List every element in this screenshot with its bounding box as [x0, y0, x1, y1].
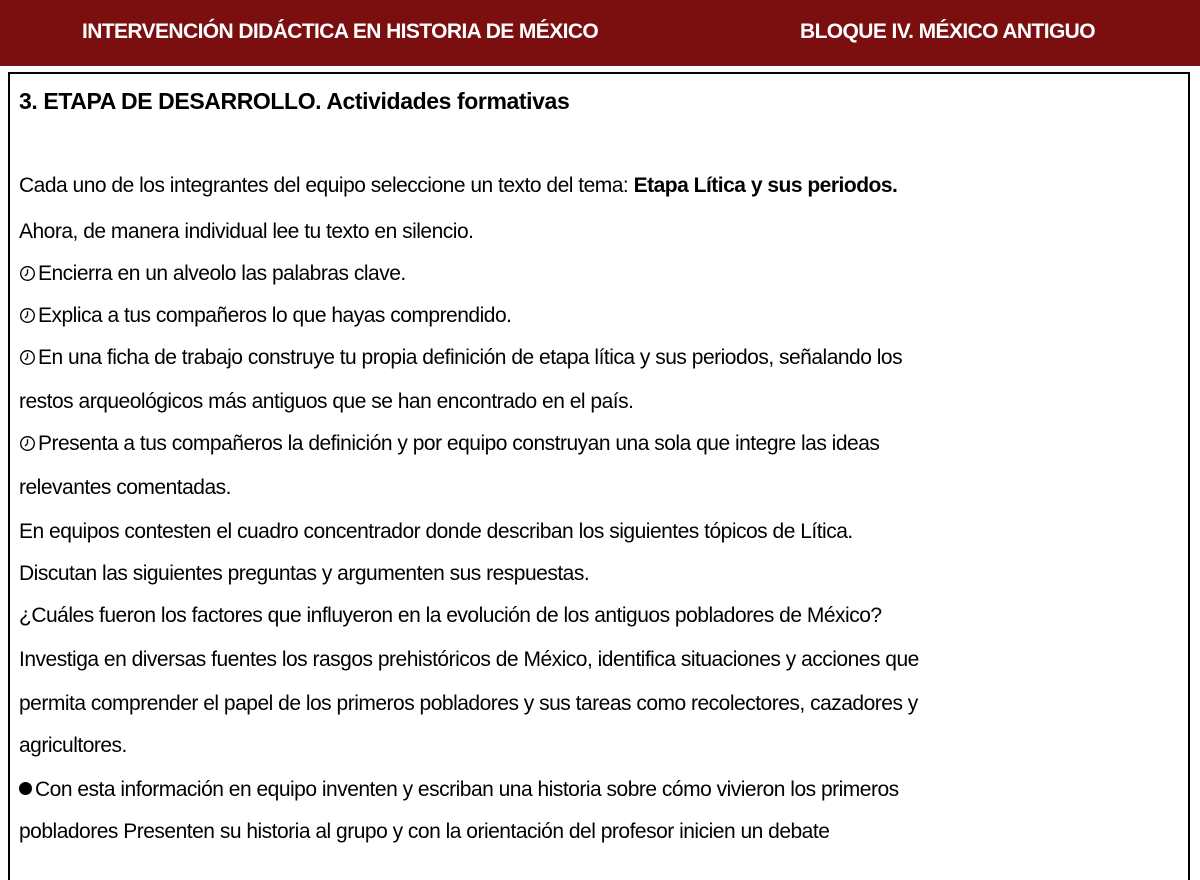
- step-4-line-2: relevantes comentadas.: [19, 476, 231, 499]
- research-line-1: Investiga en diversas fuentes los rasgos prehistóricos de México, identifica situaciones y acciones que: [19, 648, 919, 671]
- header-band: [0, 0, 1200, 66]
- header-right-title: BLOQUE IV. MÉXICO ANTIGUO: [800, 20, 1095, 43]
- final-text-1: Con esta información en equipo inventen y escriban una historia sobre cómo vivieron los primeros: [35, 778, 899, 801]
- header-left-title: INTERVENCIÓN DIDÁCTICA EN HISTORIA DE MÉXICO: [82, 20, 599, 43]
- clock-icon: [19, 349, 36, 366]
- clock-icon: [19, 265, 36, 282]
- intro-line: [19, 174, 897, 198]
- step-3-line-2: restos arqueológicos más antiguos que se han encontrado en el país.: [19, 390, 634, 413]
- individual-line: Ahora, de manera individual lee tu texto en silencio.: [19, 220, 474, 243]
- clock-icon: [19, 307, 36, 324]
- step-1-text: Encierra en un alveolo las palabras clave.: [38, 262, 406, 285]
- step-3-text-1: En una ficha de trabajo construye tu propia definición de etapa lítica y sus periodos, señalando los: [38, 346, 903, 369]
- section-title: 3. ETAPA DE DESARROLLO. Actividades formativas: [19, 88, 570, 114]
- discuss-line: Discutan las siguientes preguntas y argumenten sus respuestas.: [19, 562, 590, 585]
- question-line: ¿Cuáles fueron los factores que influyeron en la evolución de los antiguos pobladores de México?: [19, 604, 882, 627]
- step-1: [19, 262, 406, 286]
- final-line-2: pobladores Presenten su historia al grupo y con la orientación del profesor inicien un debate: [19, 820, 830, 843]
- step-2: [19, 304, 511, 328]
- research-line-2: permita comprender el papel de los primeros pobladores y sus tareas como recolectores, cazadores y: [19, 692, 918, 715]
- step-4-text-1: Presenta a tus compañeros la definición y por equipo construyan una sola que integre las ideas: [38, 432, 880, 455]
- final-line-1: [19, 778, 899, 802]
- step-2-text: Explica a tus compañeros lo que hayas comprendido.: [38, 304, 512, 327]
- research-line-3: agricultores.: [19, 734, 127, 757]
- step-4-line-1: [19, 432, 879, 456]
- teams-line: En equipos contesten el cuadro concentrador donde describan los siguientes tópicos de Lítica.: [19, 520, 853, 543]
- bullet-icon: [19, 782, 32, 795]
- step-3-line-1: [19, 346, 902, 370]
- intro-topic: Etapa Lítica y sus periodos.: [633, 174, 898, 197]
- intro-text: Cada uno de los integrantes del equipo seleccione un texto del tema:: [19, 174, 634, 197]
- clock-icon: [19, 435, 36, 452]
